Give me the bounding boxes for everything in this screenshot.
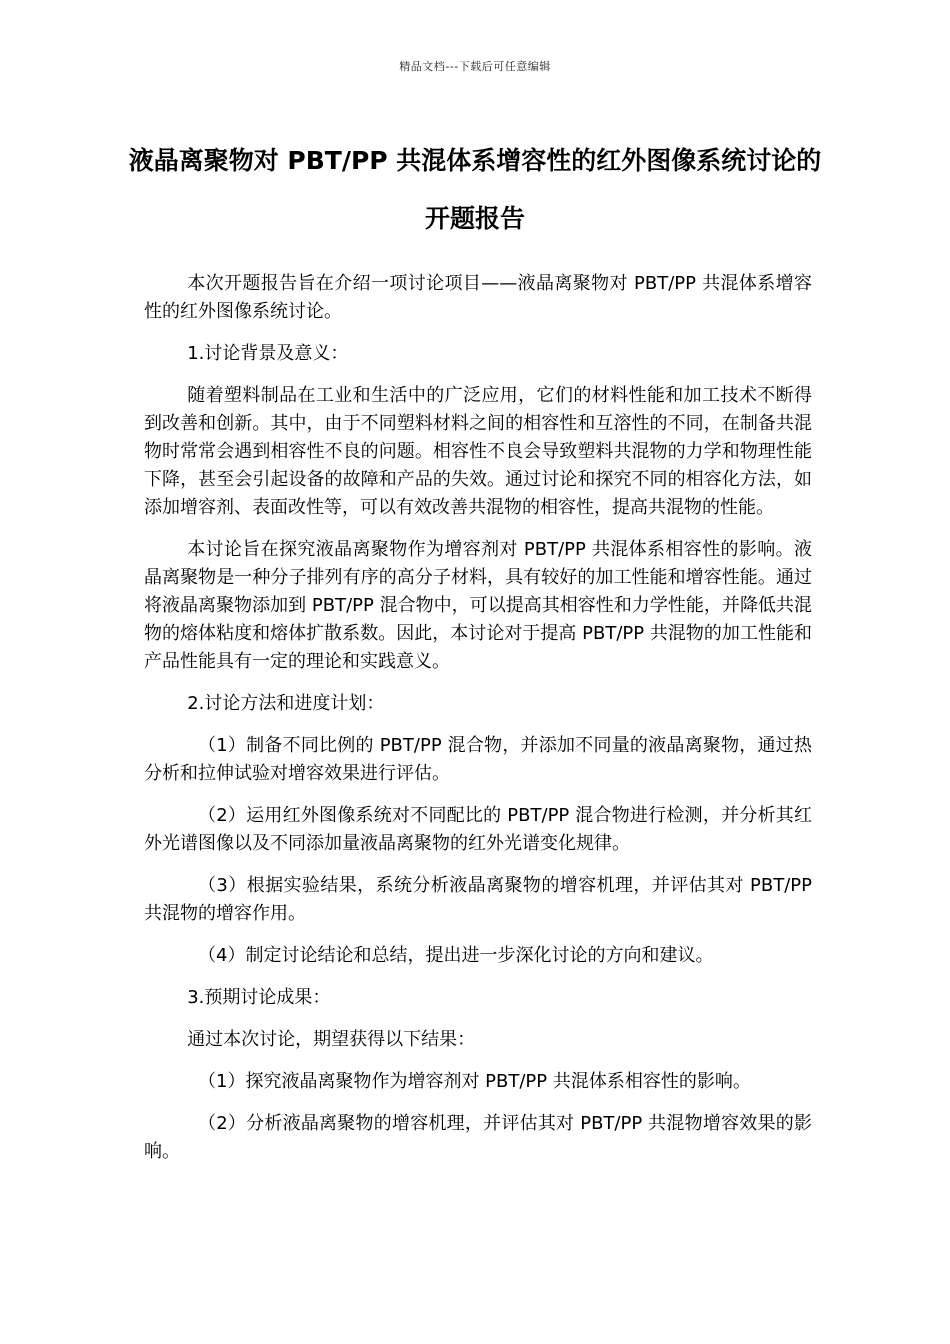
results-intro: 通过本次讨论，期望获得以下结果： <box>187 1029 476 1050</box>
result-item-2: （2）分析液晶离聚物的增容机理，并评估其对 PBT/PP 共混物增容效果的影响。 <box>144 1113 812 1162</box>
intro-paragraph: 本次开题报告旨在介绍一项讨论项目——液晶离聚物对 PBT/PP 共混体系增容性的红外图像系统讨论。 <box>144 273 812 322</box>
method-item-1: （1）制备不同比例的 PBT/PP 混合物，并添加不同量的液晶离聚物，通过热分析和拉伸试验对增容效果进行评估。 <box>144 735 812 784</box>
method-item-4: （4）制定讨论结论和总结，提出进一步深化讨论的方向和建议。 <box>198 945 714 966</box>
document-body <box>144 270 812 1180</box>
result-item-1: （1）探究液晶离聚物作为增容剂对 PBT/PP 共混体系相容性的影响。 <box>198 1071 751 1092</box>
method-item-2: （2）运用红外图像系统对不同配比的 PBT/PP 混合物进行检测，并分析其红外光谱图像以及不同添加量液晶离聚物的红外光谱变化规律。 <box>144 805 812 854</box>
method-item-3: （3）根据实验结果，系统分析液晶离聚物的增容机理，并评估其对 PBT/PP 共混物的增容作用。 <box>144 875 812 924</box>
document-title: 液晶离聚物对 PBT/PP 共混体系增容性的红外图像系统讨论的开题报告 <box>128 146 822 233</box>
header-note: 精品文档---下载后可任意编辑 <box>399 60 551 73</box>
background-paragraph-1: 随着塑料制品在工业和生活中的广泛应用，它们的材料性能和加工技术不断得到改善和创新。其中，由于不同塑料材料之间的相容性和互溶性的不同，在制备共混物时常常会遇到相容性不良的问题。相容性不良会导致塑料共混物的力学和物理性能下降，甚至会引起设备的故障和产品的失效。通过讨论和探究不同的相容化方法，如添加增容剂、表面改性等，可以有效改善共混物的相容性，提高共混物的性能。 <box>144 385 812 518</box>
section-heading-methods: 2.讨论方法和进度计划： <box>187 693 385 714</box>
section-heading-results: 3.预期讨论成果： <box>187 987 331 1008</box>
background-paragraph-2: 本讨论旨在探究液晶离聚物作为增容剂对 PBT/PP 共混体系相容性的影响。液晶离聚物是一种分子排列有序的高分子材料，具有较好的加工性能和增容性能。通过将液晶离聚物添加到 PBT/PP 混合物中，可以提高其相容性和力学性能，并降低共混物的熔体粘度和熔体扩散系数。因此，本讨论对于提高 PBT/PP 共混物的加工性能和产品性能具有一定的理论和实践意义。 <box>144 539 812 672</box>
section-heading-background: 1.讨论背景及意义： <box>187 343 349 364</box>
